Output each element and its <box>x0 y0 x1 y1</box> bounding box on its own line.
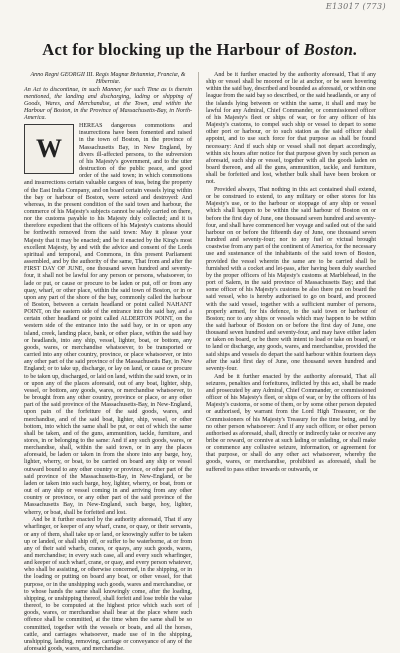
paragraph-2: And be it further enacted by the authority aforesaid, That if any wharfinger, or keeper of any wharf, crane, or quay, or their servants, or any of them, shall take up or land, or knowingly suffer to be taken up or landed, or shall ship off, or suffer to be waterborne, at or from any of their said wharfs, cranes, or quays, any such goods, wares, and merchandise; in every such case, all and every such wharfinger, and keeper of such wharf, crane, or quay, and every person whatever, who shall be assisting, or otherwise concerned, in the shipping, or in the loading or putting on board any boat, or other vessel, for that purpose, or in the unshipping such goods, wares and merchandise, or to whose hands the same shall knowingly come, after the loading, shipping, or unshipping thereof, shall forfeit and lose treble the value thereof, to be computed at the highest price which such sort of goods, wares, or merchandise shall bear at the place where such offence shall be committed, at the time when the same shall be so committed, together with the vessels or boats, and all the horses, cattle, and carriages whatsoever, made use of in the shipping, unshipping, landing, removing, carriage or conveyance of any of the aforesaid goods, wares, and merchandise. <box>24 517 192 652</box>
regnal-heading: Anno Regni GEORGII III. Regis Magnæ Britanniæ, Franciæ, & Hiberniæ. <box>30 72 186 86</box>
paragraph-4: Provided always, That nothing in this act contained shall extend, or be construed to extend, to any military or other stores for his Majesty's use, or to the harbour or stoppage of any ship or vessel which shall happen to be within the said harbour of Boston on or before the first day of June, one thousand seven hundred and seventy-four, and shall have commenced her voyage and sailed out of the said harbour on or before the fifteenth day of June, one thousand seven hundred and seventy-four; nor to any fuel or victual brought coastwise from any part of the continent of America, for the necessary use and sustenance of the inhabitants of the said town of Boston, provided the vessel wherein the same are to be carried shall be furnished with a cocket and let-pass, after having been duly searched by the proper officers of his Majesty's customs at Marblehead, in the port of Salem, in the said province of Massachusetts Bay; and that some officer of his Majesty's customs be also there put on board the said vessel, who is hereby authorised to go on board, and proceed with the said vessel, together with a sufficient number of persons, properly armed, for his defence, to the said town or harbour of Boston; nor to any ships or vessels which may happen to be within the said harbour of Boston on or before the first day of June, one thousand seven hundred and seventy-four, and may have either laden or taken on board, or be there with intent to load or take on board, or to land or discharge, any goods, wares, and merchandise, provided the said ships and vessels do depart the said harbour within fourteen days after the said first day of June, one thousand seven hundred and seventy-four. <box>206 187 376 372</box>
title-place: Boston. <box>303 40 358 59</box>
drop-cap-letter: W <box>36 134 62 164</box>
title-prefix: Act for blocking up the Harbour of <box>42 40 304 59</box>
document-title <box>0 40 400 60</box>
drop-cap-ornament <box>24 124 74 174</box>
paragraph-1: HEREAS dangerous commotions and insurrections have been fomented and raised in the town of Boston, in the province of Massachusetts Bay, in New England, by divers ill-affected persons, to the subversion of his Majesty's government, and to the utter destruction of the public peace, and good order of the said town; in which commotions and insurrections certain valuable cargoes of teas, being the property of the East India Company, and on board certain vessels lying within the bay or harbour of Boston, were seized and destroyed: And whereas, in the present condition of the said town and harbour, the commerce of his Majesty's subjects cannot be safely carried on there, nor the customs payable to his Majesty duly collected; and it is therefore expedient that the officers of his Majesty's customs should be forthwith removed from the said town: May it please your Majesty that it may be enacted; and be it enacted by the King's most excellent Majesty, by and with the advice and consent of the Lords spiritual and temporal, and Commons, in this present Parliament assembled, and by the authority of the same, That from and after the FIRST DAY OF JUNE, one thousand seven hundred and seventy-four, it shall not be lawful for any person or persons, whatsoever, to lade or put, or cause or procure to be laden or put, off or from any quay, wharf, or other place, within the said town of Boston, or in or upon any part of the shore of the bay, commonly called the harbour of Boston, between a certain headland or point called NAHANT POINT, on the eastern side of the entrance into the said bay, and a certain other headland or point called ALDERTON POINT, on the western side of the entrance into the said bay, or in or upon any island, creek, landing place, bank, or other place, within the said bay or headlands, into any ship, vessel, lighter, boat, or bottom, any goods, wares, or merchandise whatsoever, to be transported or carried into any other country, province, or place whatsoever, or into any other part of the said province of the Massachusetts Bay, in New England; or to take up, discharge, or lay on land, or cause or procure to be taken up, discharged, or laid on land, within the said town, or in or upon any of the places aforesaid, out of any boat, lighter, ship, vessel, or bottom, any goods, wares, or merchandise whatsoever, to be brought from any other country, province or place, or any other part of the said province of the Massachusetts-Bay, in New-England, upon pain of the forfeiture of the said goods, wares, and merchandise, and of the said boat, lighter, ship, vessel, or other bottom, into which the same shall be put, or out of which the same shall be taken, and of the guns, ammunition, tackle, furniture, and stores, in or belonging to the same: And if any such goods, wares, or merchandise, shall, within the said town, or in any the places aforesaid, be laden or taken in from the shore into any barge, hoy, lighter, wherry, or boat, to be carried on board any ship or vessel outward bound to any other country or province, or other part of the said province of the Massachusetts-Bay, in New-England, or be laden or taken into such barge, hoy, lighter, wherry, or boat, from or out of any ship or vessel coming in and arriving from any other country or province, or any other part of the said province of the Massachusetts Bay, in New-England, such barge, hoy, lighter, wherry, or boat, shall be forfeited and lost. <box>24 123 192 516</box>
archive-number: E13017 (773) <box>325 2 386 11</box>
paragraph-3: And be it further enacted by the authority aforesaid, That if any ship or vessel shall be moored or lie at anchor, or be seen hovering within the said bay, described and bounded as aforesaid, or within one league from the said bay so described, or the said headlands, or any of the islands lying between or within the same, it shall and may be lawful for any Admiral, Chief Commander, or commissioned officer of his Majesty's fleet or ships of war, or for any officer of his Majesty's customs, to compel such ship or vessel to depart to some other port or harbour, or to such station as the said officer shall appoint, and to use such force for that purpose as shall be found necessary: And if such ship or vessel shall not depart accordingly, within six hours after notice for that purpose given by such person as aforesaid, such ship or vessel, together with all the goods laden on board thereon, and all the guns, ammunition, tackle, and furniture, shall be forfeited and lost, whether bulk shall have been broken or not. <box>206 72 376 186</box>
left-column <box>24 72 192 652</box>
paragraph-5: And be it further enacted by the authority aforesaid, That all seizures, penalties and forfeitures, inflicted by this act, shall be made and prosecuted by any Admiral, Chief Commander, or commissioned officer of his Majesty's fleet, or ships of war, or by the officers of his Majesty's customs, or some of them, or by some other person deputed or authorised, by warrant from the Lord High Treasurer, or the Commissioners of his Majesty's Treasury for the time being, and by no other person whatsoever: And if any such officer, or other person authorised as aforesaid, shall, directly or indirectly take or receive any bribe or reward, or connive at such lading or unlading, or shall make or commence any collusive seizure, information, or agreement for that purpose, or shall do any other act whatsoever, whereby the goods, wares, or merchandise, prohibited as aforesaid, shall be suffered to pass either inwards or outwards, or <box>206 373 376 473</box>
act-subheading: An Act to discontinue, in such Manner, for such Time as is therein mentioned, the landing and discharging, lading or shipping of Goods, Wares, and Merchandise, at the Town, and within the Harbour of Boston, in the Province of Massachusetts-Bay, in North-America. <box>24 86 192 122</box>
column-divider <box>198 72 199 608</box>
right-column <box>206 72 376 608</box>
